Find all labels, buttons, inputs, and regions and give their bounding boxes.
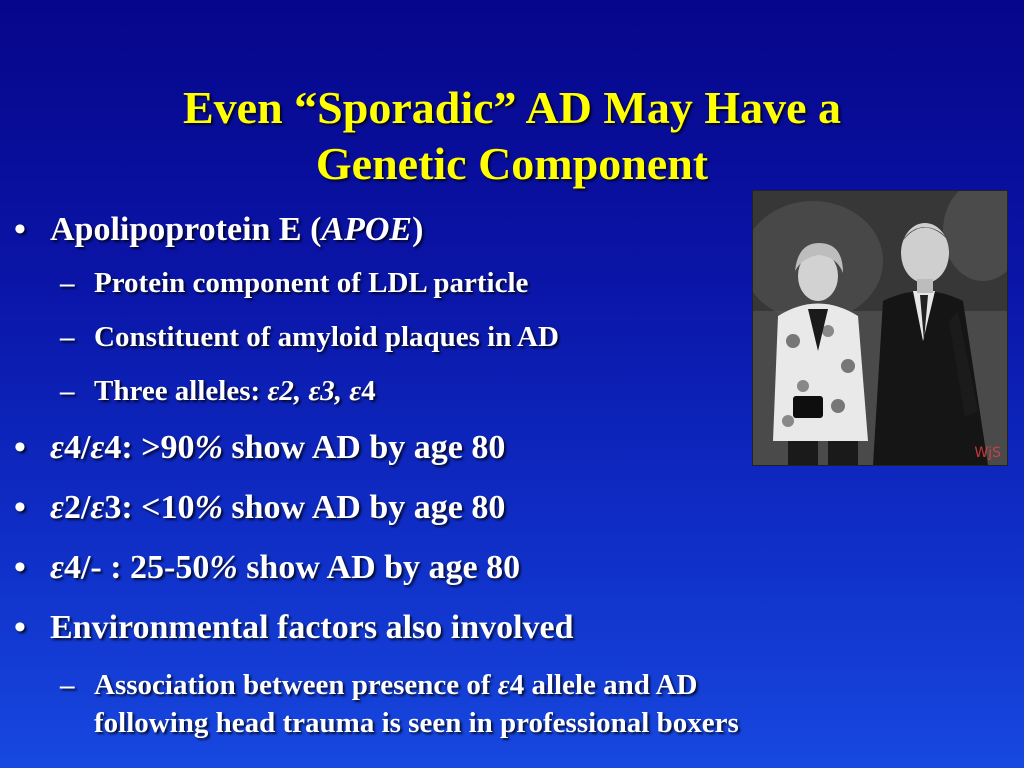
bullet-dot: • — [14, 489, 26, 526]
title-line-1: Even “Sporadic” AD May Have a — [182, 82, 842, 133]
e4any-part1: 4/- : 25-50 — [63, 549, 210, 586]
bullet-dot: • — [14, 429, 26, 466]
bullet-dot: • — [14, 211, 26, 248]
bullet-dot: • — [14, 609, 26, 646]
epsilon-symbol: ε — [50, 549, 64, 586]
bullet-apoe-gene: APOE — [321, 211, 413, 248]
allele-e2: 2, — [279, 375, 309, 407]
e4e4-percent: % — [194, 429, 223, 466]
alleles-prefix: Three alleles: — [94, 375, 268, 407]
epsilon-symbol: ε — [50, 429, 64, 466]
e2e3-rest: show AD by age 80 — [222, 489, 506, 526]
allele-e3: 3, — [320, 375, 350, 407]
boxers-line1-prefix: Association between presence of — [94, 669, 498, 701]
bullet-e2e3 — [14, 488, 505, 528]
photo-illustration — [753, 191, 1007, 465]
bullet-apoe — [14, 210, 423, 250]
epsilon-symbol: ε — [497, 669, 510, 701]
sub-bullet-dash: – — [60, 669, 75, 701]
bullet-e4any — [14, 548, 520, 588]
sub-bullet-plaques-text: Constituent of amyloid plaques in AD — [94, 321, 559, 353]
sub-bullet-ldl-text: Protein component of LDL particle — [94, 267, 529, 299]
bullet-apoe-suffix: ) — [412, 211, 424, 248]
sub-bullet-dash: – — [60, 375, 75, 407]
sub-bullet-dash: – — [60, 321, 75, 353]
title-line-2: Genetic Component — [315, 138, 709, 189]
sub-bullet-boxers-line2 — [94, 706, 739, 740]
e4e4-rest: show AD by age 80 — [222, 429, 506, 466]
sub-bullet-plaques — [60, 320, 559, 354]
epsilon-symbol: ε — [267, 375, 280, 407]
bullet-apoe-prefix: Apolipoprotein E ( — [50, 211, 322, 248]
epsilon-symbol: ε — [308, 375, 321, 407]
boxers-line2: following head trauma is seen in professional boxers — [94, 707, 739, 739]
sub-bullet-ldl — [60, 266, 528, 300]
boxers-line1-suffix: 4 allele and AD — [509, 669, 698, 701]
bullet-environmental-text: Environmental factors also involved — [50, 609, 574, 646]
e4e4-part1: 4/ — [63, 429, 91, 466]
e4e4-part2: 4: >90 — [104, 429, 195, 466]
slide-title — [40, 80, 984, 192]
bullet-environmental — [14, 608, 574, 648]
sub-bullet-boxers — [60, 668, 697, 702]
epsilon-symbol: ε — [50, 489, 64, 526]
photo-watermark: WjS — [974, 445, 1001, 461]
bullet-dot: • — [14, 549, 26, 586]
photo — [752, 190, 1008, 466]
e2e3-part1: 2/ — [63, 489, 91, 526]
e2e3-percent: % — [194, 489, 223, 526]
allele-e4: 4 — [361, 375, 376, 407]
epsilon-symbol: ε — [90, 489, 105, 526]
sub-bullet-alleles — [60, 374, 376, 408]
sub-bullet-dash: – — [60, 267, 75, 299]
e4any-percent: % — [209, 549, 238, 586]
e4any-rest: show AD by age 80 — [237, 549, 521, 586]
bullet-e4e4 — [14, 428, 505, 468]
epsilon-symbol: ε — [349, 375, 362, 407]
e2e3-part2: 3: <10 — [104, 489, 195, 526]
epsilon-symbol: ε — [90, 429, 105, 466]
